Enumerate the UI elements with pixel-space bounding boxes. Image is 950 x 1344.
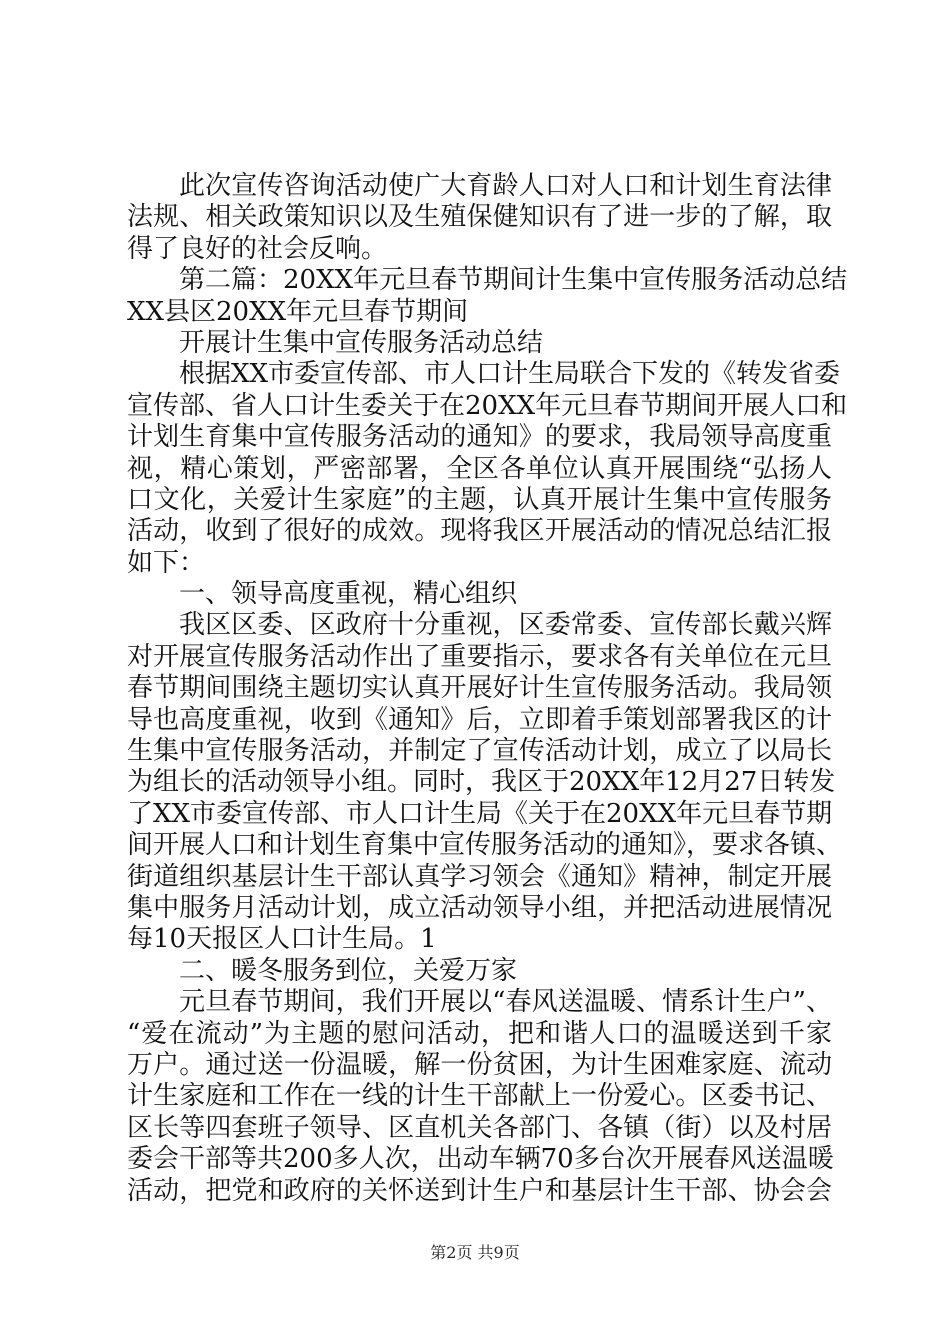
paragraph-line: 我区区委、区政府十分重视，区委常委、宣传部长戴兴辉	[179, 610, 832, 641]
paragraph-line: 如下：	[127, 547, 206, 578]
page-number: 第2页 共9页	[430, 1243, 520, 1262]
paragraph-line: 万户。通过送一份温暖，解一份贫困，为计生困难家庭、流动	[127, 1049, 832, 1080]
paragraph-line: 计生家庭和工作在一线的计生干部献上一份爱心。区委书记、	[127, 1081, 832, 1112]
paragraph-line: 活动，把党和政府的关怀送到计生户和基层计生干部、协会会	[127, 1175, 832, 1206]
paragraph-line: 活动，收到了很好的成效。现将我区开展活动的情况总结汇报	[127, 516, 832, 547]
paragraph-line: 街道组织基层计生干部认真学习领会《通知》精神，制定开展	[127, 861, 832, 892]
paragraph-line: “爱在流动”为主题的慰问活动，把和谐人口的温暖送到千家	[127, 1018, 832, 1049]
section-title-line: 第二篇：20XX年元旦春节期间计生集中宣传服务活动总结	[179, 265, 848, 296]
paragraph-line: 得了良好的社会反响。	[127, 233, 388, 264]
paragraph-line: 口文化，关爱计生家庭”的主题，认真开展计生集中宣传服务	[127, 484, 832, 515]
paragraph-line: 委会干部等共200多人次，出动车辆70多台次开展春风送温暖	[127, 1144, 834, 1175]
paragraph-line: 间开展人口和计划生育集中宣传服务活动的通知》，要求各镇、	[127, 830, 843, 861]
paragraph-line: 为组长的活动领导小组。同时，我区于20XX年12月27日转发	[127, 767, 836, 798]
paragraph-line: 区长等四套班子领导、区直机关各部门、各镇（街）以及村居	[127, 1112, 832, 1143]
paragraph-line: 视，精心策划，严密部署，全区各单位认真开展围绕“弘扬人	[127, 453, 832, 484]
paragraph-line: 每10天报区人口计生局。1	[127, 924, 437, 955]
paragraph-line: 生集中宣传服务活动，并制定了宣传活动计划，成立了以局长	[127, 736, 832, 767]
paragraph-line: 了XX市委宣传部、市人口计生局《关于在20XX年元旦春节期	[127, 798, 833, 829]
heading-line: 二、暖冬服务到位，关爱万家	[179, 955, 518, 986]
section-title-line: 开展计生集中宣传服务活动总结	[179, 327, 544, 358]
document-body	[127, 171, 848, 1207]
paragraph-line: 根据XX市委宣传部、市人口计生局联合下发的《转发省委	[179, 359, 841, 390]
paragraph-line: 导也高度重视，收到《通知》后，立即着手策划部署我区的计	[127, 704, 832, 735]
paragraph-line: 此次宣传咨询活动使广大育龄人口对人口和计划生育法律	[179, 171, 832, 201]
paragraph-line: 元旦春节期间，我们开展以“春风送温暖、情系计生户”、	[179, 987, 832, 1018]
paragraph-line: 对开展宣传服务活动作出了重要指示，要求各有关单位在元旦	[127, 641, 832, 672]
paragraph-line: 宣传部、省人口计生委关于在20XX年元旦春节期间开展人口和	[127, 390, 848, 421]
paragraph-line: 集中服务月活动计划，成立活动领导小组，并把活动进展情况	[127, 892, 832, 923]
paragraph-line: 法规、相关政策知识以及生殖保健知识有了进一步的了解，取	[127, 202, 832, 233]
paragraph-line: 春节期间围绕主题切实认真开展好计生宣传服务活动。我局领	[127, 673, 832, 704]
heading-line: 一、领导高度重视，精心组织	[179, 579, 518, 610]
section-title-line: XX县区20XX年元旦春节期间	[127, 296, 469, 327]
paragraph-line: 计划生育集中宣传服务活动的通知》的要求，我局领导高度重	[127, 422, 832, 453]
